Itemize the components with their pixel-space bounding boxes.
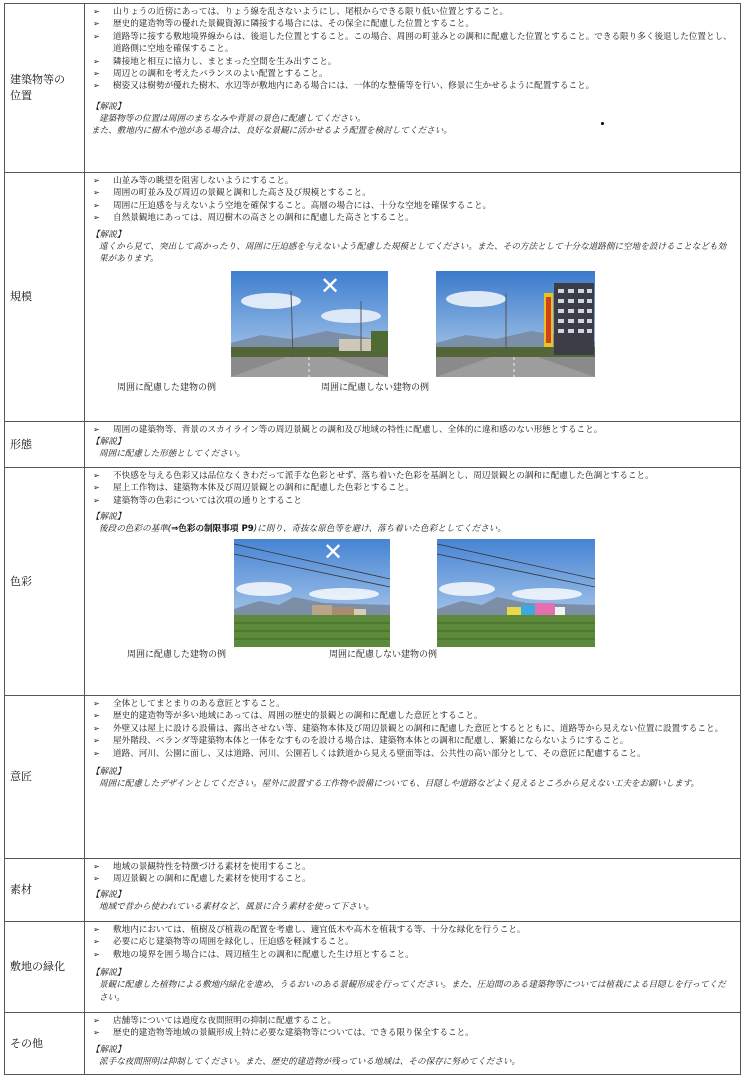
photo-color-bad	[437, 539, 595, 647]
row-form	[5, 422, 741, 468]
photo-scale-bad	[436, 271, 595, 377]
bullet-arrow-icon: ➢	[93, 176, 100, 185]
rule-item	[91, 482, 734, 494]
rule-item	[91, 748, 734, 760]
row-label-form: 形態	[5, 422, 85, 468]
bullet-arrow-icon: ➢	[93, 483, 100, 493]
bullet-arrow-icon: ➢	[93, 200, 100, 210]
rule-text: 外壁又は屋上に設ける設備は、露出させない等、建築物本体及び周辺景観との調和に配慮した意匠とするとともに、道路等から見えない位置に設置すること。	[113, 723, 724, 734]
row-body-greening	[85, 922, 741, 1013]
rule-item	[91, 200, 734, 212]
rule-item	[91, 175, 734, 187]
rule-item	[91, 949, 734, 961]
rule-text: 敷地の境界を囲う場合には、周辺植生との調和に配慮した生け垣とすること。	[113, 949, 414, 960]
row-label-other: その他	[5, 1013, 85, 1075]
explanation-heading: 【解説】	[91, 101, 126, 112]
rule-item	[91, 723, 734, 735]
rule-item	[91, 6, 734, 18]
bullet-arrow-icon: ➢	[93, 1016, 100, 1025]
rule-text: 周辺との調和を考えたバランスのよい配置とすること。	[113, 69, 328, 80]
rule-text: 自然景観地にあっては、周辺樹木の高さとの調和に配慮した高さとすること。	[113, 213, 414, 224]
field-bright-buildings-image	[437, 539, 595, 647]
rules-list-position	[91, 6, 734, 93]
color-limits-reference: ⇒色彩の制限事項 P9	[171, 524, 254, 535]
rule-item	[91, 31, 734, 56]
bullet-arrow-icon: ➢	[93, 213, 100, 223]
rule-text: 地域の景観特性を特徴づける素材を使用すること。	[113, 862, 311, 872]
cross-mark-icon: ✕	[320, 272, 341, 301]
row-label-position	[5, 4, 85, 173]
color-photos	[91, 536, 734, 666]
rule-item	[91, 187, 734, 199]
explanation-heading: 【解説】	[91, 1044, 126, 1055]
row-body-form	[85, 422, 741, 468]
bullet-arrow-icon: ➢	[93, 748, 100, 758]
bullet-arrow-icon: ➢	[93, 81, 100, 91]
rule-item	[91, 710, 734, 722]
row-color	[5, 468, 741, 696]
road-tall-building-image	[436, 271, 595, 377]
rule-text: 道路、河川、公園に面し、又は道路、河川、公園若しくは鉄道から見える壁面等は、公共性の高い部分として、その意匠に配慮すること。	[113, 748, 646, 759]
rule-item	[91, 424, 734, 436]
explanation-text-pre: 後段の色彩の基準(	[99, 524, 172, 535]
row-label-position-line2: 位置	[10, 89, 32, 102]
explanation-heading: 【解説】	[91, 229, 126, 240]
bullet-arrow-icon: ➢	[93, 699, 100, 708]
bullet-arrow-icon: ➢	[93, 736, 100, 746]
explanation-heading: 【解説】	[91, 889, 126, 900]
explanation-text-post: )に則り、奇抜な原色等を避け、落ち着いた色彩としてください。	[253, 524, 506, 535]
row-label-greening: 敷地の緑化	[5, 922, 85, 1013]
rule-item	[91, 861, 734, 873]
rule-text: 屋上工作物は、建築物本体及び周辺景観との調和に配慮した色彩とすること。	[113, 483, 414, 494]
rule-item	[91, 56, 734, 68]
rules-list-color	[91, 470, 734, 507]
road-landscape-image	[231, 271, 388, 377]
rule-text: 道路等に接する敷地境界線からは、後退した位置とすること。この場合、周囲の町並みとの調和に配慮した位置とすること。できる限り多く後退した位置とし、道路側に空地を確保すること。	[113, 31, 732, 55]
bullet-arrow-icon: ➢	[93, 495, 100, 505]
rule-item	[91, 1015, 734, 1027]
row-label-color: 色彩	[5, 468, 85, 696]
rule-text: 山りょうの近傍にあっては、りょう線を乱さないようにし、尾根からできる限り低い位置とすること。	[113, 7, 509, 17]
row-body-scale	[85, 173, 741, 422]
rule-text: 歴史的建造物等が多い地域にあっては、周囲の歴史的景観との調和に配慮した意匠とすること。	[113, 711, 483, 722]
row-body-other	[85, 1013, 741, 1075]
row-greening	[5, 922, 741, 1013]
rules-list-scale	[91, 175, 734, 225]
rule-text: 山並み等の眺望を阻害しないようにすること。	[113, 176, 294, 186]
explanation-heading: 【解説】	[91, 437, 126, 448]
bullet-arrow-icon: ➢	[93, 949, 100, 959]
rule-text: 全体としてまとまりのある意匠とすること。	[113, 699, 285, 709]
rule-item	[91, 68, 734, 80]
row-body-design	[85, 696, 741, 859]
bullet-arrow-icon: ➢	[93, 56, 100, 66]
rule-text: 周辺景観との調和に配慮した素材を使用すること。	[113, 874, 311, 885]
rule-item	[91, 470, 734, 482]
explanation-heading: 【解説】	[91, 767, 126, 778]
photo-scale-good	[231, 271, 388, 377]
row-label-material: 素材	[5, 859, 85, 922]
explanation-text: 景観に配慮した植物による敷地内緑化を進め、うるおいのある景観形成を行ってください。また、圧迫間のある建築物等については植栽による目隠しを行ってください。	[99, 980, 726, 1003]
rule-item	[91, 873, 734, 885]
row-scale	[5, 173, 741, 422]
bullet-arrow-icon: ➢	[93, 471, 100, 480]
rule-item	[91, 735, 734, 747]
explanation-text: 遠くから見て、突出して高かったり、周囲に圧迫感を与えないよう配慮した規模としてください。また、その方法として十分な道路側に空地を設けることなども効果があります。	[99, 241, 727, 265]
rule-item	[91, 698, 734, 710]
row-label-design: 意匠	[5, 696, 85, 859]
bullet-arrow-icon: ➢	[93, 19, 100, 29]
rule-text: 周囲に圧迫感を与えないよう空地を確保すること。高層の場合には、十分な空地を確保すること。	[113, 200, 492, 211]
rules-list-design	[91, 698, 734, 760]
bullet-arrow-icon: ➢	[93, 862, 100, 871]
rule-item	[91, 495, 734, 507]
row-other	[5, 1013, 741, 1075]
explanation-text: 派手な夜間照明は抑制してください。また、歴史的建造物が残っている地域は、その保存に努めてください。	[99, 1056, 521, 1067]
bullet-arrow-icon: ➢	[93, 874, 100, 884]
bullet-arrow-icon: ➢	[93, 937, 100, 947]
rules-list-material	[91, 861, 734, 886]
rule-text: 不快感を与える色彩又は品位なくきわだって派手な色彩とせず、落ち着いた色彩を基調とし、周辺景観との調和に配慮した色調とすること。	[113, 471, 654, 481]
rule-item	[91, 924, 734, 936]
bullet-arrow-icon: ➢	[93, 711, 100, 721]
rules-list-greening	[91, 924, 734, 961]
explanation-text: また、敷地内に樹木や池がある場合は、良好な景観に活かせるよう配置を検討してください。	[91, 126, 452, 137]
bullet-arrow-icon: ➢	[93, 1028, 100, 1038]
guideline-table	[4, 3, 741, 1075]
rule-item	[91, 80, 734, 92]
rule-text: 屋外階段、ベランダ等建築物本体と一体をなすものを設ける場合は、建築物本体との調和に配慮し、繁雑にならないようにすること。	[113, 736, 629, 747]
caption-color-good: 周囲に配慮した建物の例	[127, 649, 227, 660]
row-body-position	[85, 4, 741, 173]
bullet-arrow-icon: ➢	[93, 425, 100, 434]
rule-text: 周囲の町並み及び周辺の景観と調和した高さ及び規模とすること。	[113, 188, 371, 199]
explanation-text: 建築物等の位置は周囲のまちなみや背景の景色に配慮してください。	[99, 113, 366, 124]
rules-list-form	[91, 424, 734, 436]
row-body-material	[85, 859, 741, 922]
field-muted-buildings-image	[234, 539, 390, 647]
row-label-scale: 規模	[5, 173, 85, 422]
stray-dot	[601, 122, 604, 125]
explanation-text: 周囲に配慮したデザインとしてください。屋外に設置する工作物や設備についても、目隠しや道路などよく見えるところから見えない工夫をお願いします。	[99, 779, 700, 790]
bullet-arrow-icon: ➢	[93, 7, 100, 16]
bullet-arrow-icon: ➢	[93, 188, 100, 198]
rule-item	[91, 936, 734, 948]
rule-text: 歴史的建造物等地域の景観形成上特に必要な建築物等については、できる限り保全すること。	[113, 1028, 474, 1039]
explanation-text: 地域で昔から使われている素材など、風景に合う素材を使って下さい。	[99, 901, 375, 912]
rule-item	[91, 18, 734, 30]
rule-text: 敷地内においては、植樹及び植栽の配置を考慮し、適宜低木や高木を植栽する等、十分な緑化を行うこと。	[113, 925, 526, 935]
bullet-arrow-icon: ➢	[93, 31, 100, 41]
rule-text: 歴史的建造物等の優れた景観資源に隣接する場合には、その保全に配慮した位置とすること。	[113, 19, 474, 30]
row-material	[5, 859, 741, 922]
explanation-text	[91, 523, 734, 535]
bullet-arrow-icon: ➢	[93, 723, 100, 733]
rule-text: 店舗等については過度な夜間照明の抑制に配慮すること。	[113, 1016, 337, 1026]
explanation-text: 周囲に配慮した形態としてください。	[99, 449, 246, 460]
rule-item	[91, 212, 734, 224]
row-body-color	[85, 468, 741, 696]
bullet-arrow-icon: ➢	[93, 69, 100, 79]
caption-color-bad: 周囲に配慮しない建物の例	[329, 649, 438, 660]
rule-item	[91, 1027, 734, 1039]
caption-scale-bad: 周囲に配慮しない建物の例	[321, 383, 430, 394]
scale-photos	[91, 265, 734, 399]
rule-text: 樹姿又は樹勢が優れた樹木、水辺等が敷地内にある場合には、一体的な整備等を行い、修景に生かせるように配置すること。	[113, 81, 595, 92]
explanation-heading: 【解説】	[91, 968, 126, 979]
row-label-position-line1: 建築物等の	[10, 73, 65, 86]
photo-color-good	[234, 539, 390, 647]
row-position	[5, 4, 741, 173]
rule-text: 隣接地と相互に協力し、まとまった空間を生み出すこと。	[113, 56, 337, 67]
rule-text: 必要に応じ建築物等の周囲を緑化し、圧迫感を軽減すること。	[113, 937, 354, 948]
explanation-heading: 【解説】	[91, 512, 126, 523]
caption-scale-good: 周囲に配慮した建物の例	[117, 383, 217, 394]
rule-text: 建築物等の色彩については次項の通りとすること	[113, 495, 302, 506]
row-design	[5, 696, 741, 859]
bullet-arrow-icon: ➢	[93, 925, 100, 934]
rules-list-other	[91, 1015, 734, 1040]
cross-mark-icon: ✕	[323, 538, 344, 566]
rule-text: 周囲の建築物等、背景のスカイライン等の周辺景観との調和及び地域の特性に配慮し、全体的に違和感のない形態とすること。	[113, 425, 603, 435]
